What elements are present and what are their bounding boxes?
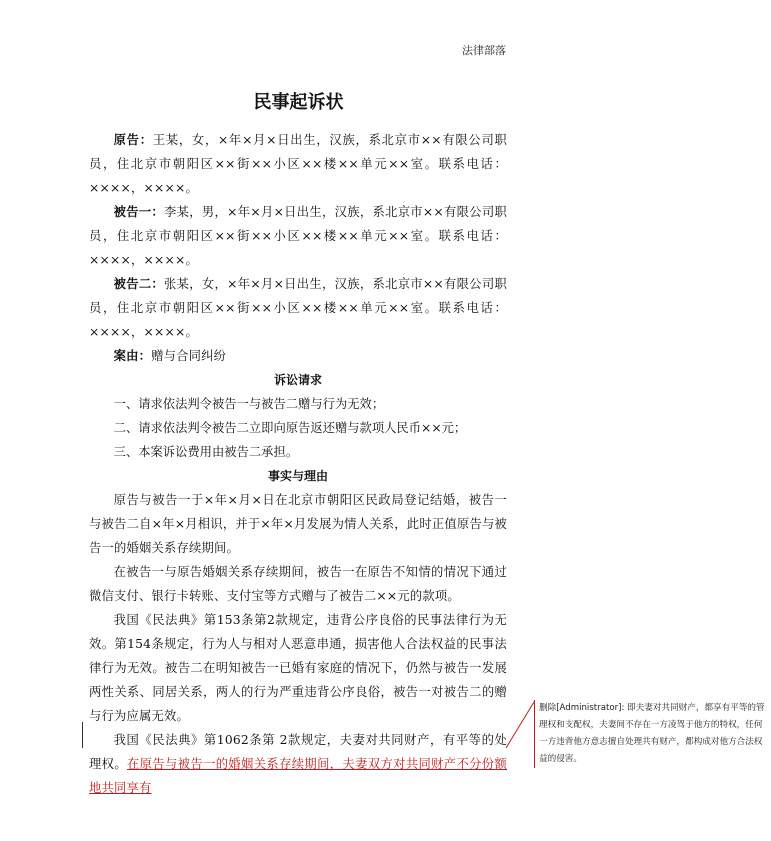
facts-paragraph: 我国《民法典》第153条第2款规定，违背公序良俗的民事法律行为无效。第154条规定，行为人与相对人恶意串通，损害他人合法权益的民事法律行为无效。被告二在明知被告一已婚有家庭的情况下，仍然与被告一发展两性关系、同居关系，两人的行为严重违背公序良俗，被告一对被告二的赠与行为应属无效。 (89, 613, 507, 723)
party-label: 被告二： (113, 277, 165, 291)
party-text: 张某，女，×年×月×日出生，汉族，系北京市××有限公司职员，住北京市朝阳区××街××小区××楼××单元××室。联系电话：××××，××××。 (89, 277, 507, 339)
facts-paragraph: 在被告一与原告婚姻关系存续期间，被告一在原告不知情的情况下通过微信支付、银行卡转账、支付宝等方式赠与了被告二××元的款项。 (89, 565, 507, 603)
case-cause (89, 344, 507, 368)
comment-author: 删除[Administrator]: (539, 703, 625, 713)
comment-connector (506, 700, 536, 750)
party-plaintiff (89, 128, 507, 200)
case-cause-text: 赠与合同纠纷 (151, 349, 227, 363)
claim-item: 三、本案诉讼费用由被告二承担。 (113, 445, 299, 459)
facts-heading: 事实与理由 (267, 469, 328, 483)
case-cause-label: 案由： (113, 349, 152, 363)
document-body (89, 128, 507, 800)
document-title: 民事起诉状 (253, 92, 344, 113)
site-header: 法律部落 (462, 44, 506, 57)
change-bar (82, 722, 83, 748)
revision-comment[interactable] (534, 700, 771, 768)
party-text: 王某，女，×年×月×日出生，汉族，系北京市××有限公司职员，住北京市朝阳区××街××小区××楼××单元××室。联系电话：××××，××××。 (89, 133, 507, 195)
party-label: 被告一： (113, 205, 165, 219)
facts-paragraph: 原告与被告一于×年×月×日在北京市朝阳区民政局登记结婚，被告一与被告二自×年×月相识，并于×年×月发展为情人关系，此时正值原告与被告一的婚姻关系存续期间。 (89, 493, 507, 555)
party-text: 李某，男，×年×月×日出生，汉族，系北京市××有限公司职员，住北京市朝阳区××街××小区××楼××单元××室。联系电话：××××，××××。 (89, 205, 507, 267)
facts-paragraph-last (89, 728, 507, 800)
party-label: 原告： (113, 133, 153, 147)
claim-item: 二、请求依法判令被告二立即向原告返还赠与款项人民币××元； (113, 421, 467, 435)
party-defendant-1 (89, 200, 507, 272)
tracked-deletion[interactable]: 在原告与被告一的婚姻关系存续期间，夫妻双方对共同财产不分份额地共同享有 (89, 757, 507, 795)
claim-item: 一、请求依法判令被告一与被告二赠与行为无效； (113, 397, 385, 411)
last-paragraph-text: 我国《民法典》第1062条第 2款规定，夫妻对共同财产，有平等的处理权。 (89, 733, 507, 771)
party-defendant-2 (89, 272, 507, 344)
claims-heading: 诉讼请求 (273, 373, 322, 387)
comment-text: 即夫妻对共同财产，都享有平等的管理权和支配权，夫妻间不存在一方凌驾于他方的特权，任何一方违背他方意志擅自处理共有财产，都构成对他方合法权益的侵害。 (539, 703, 765, 764)
